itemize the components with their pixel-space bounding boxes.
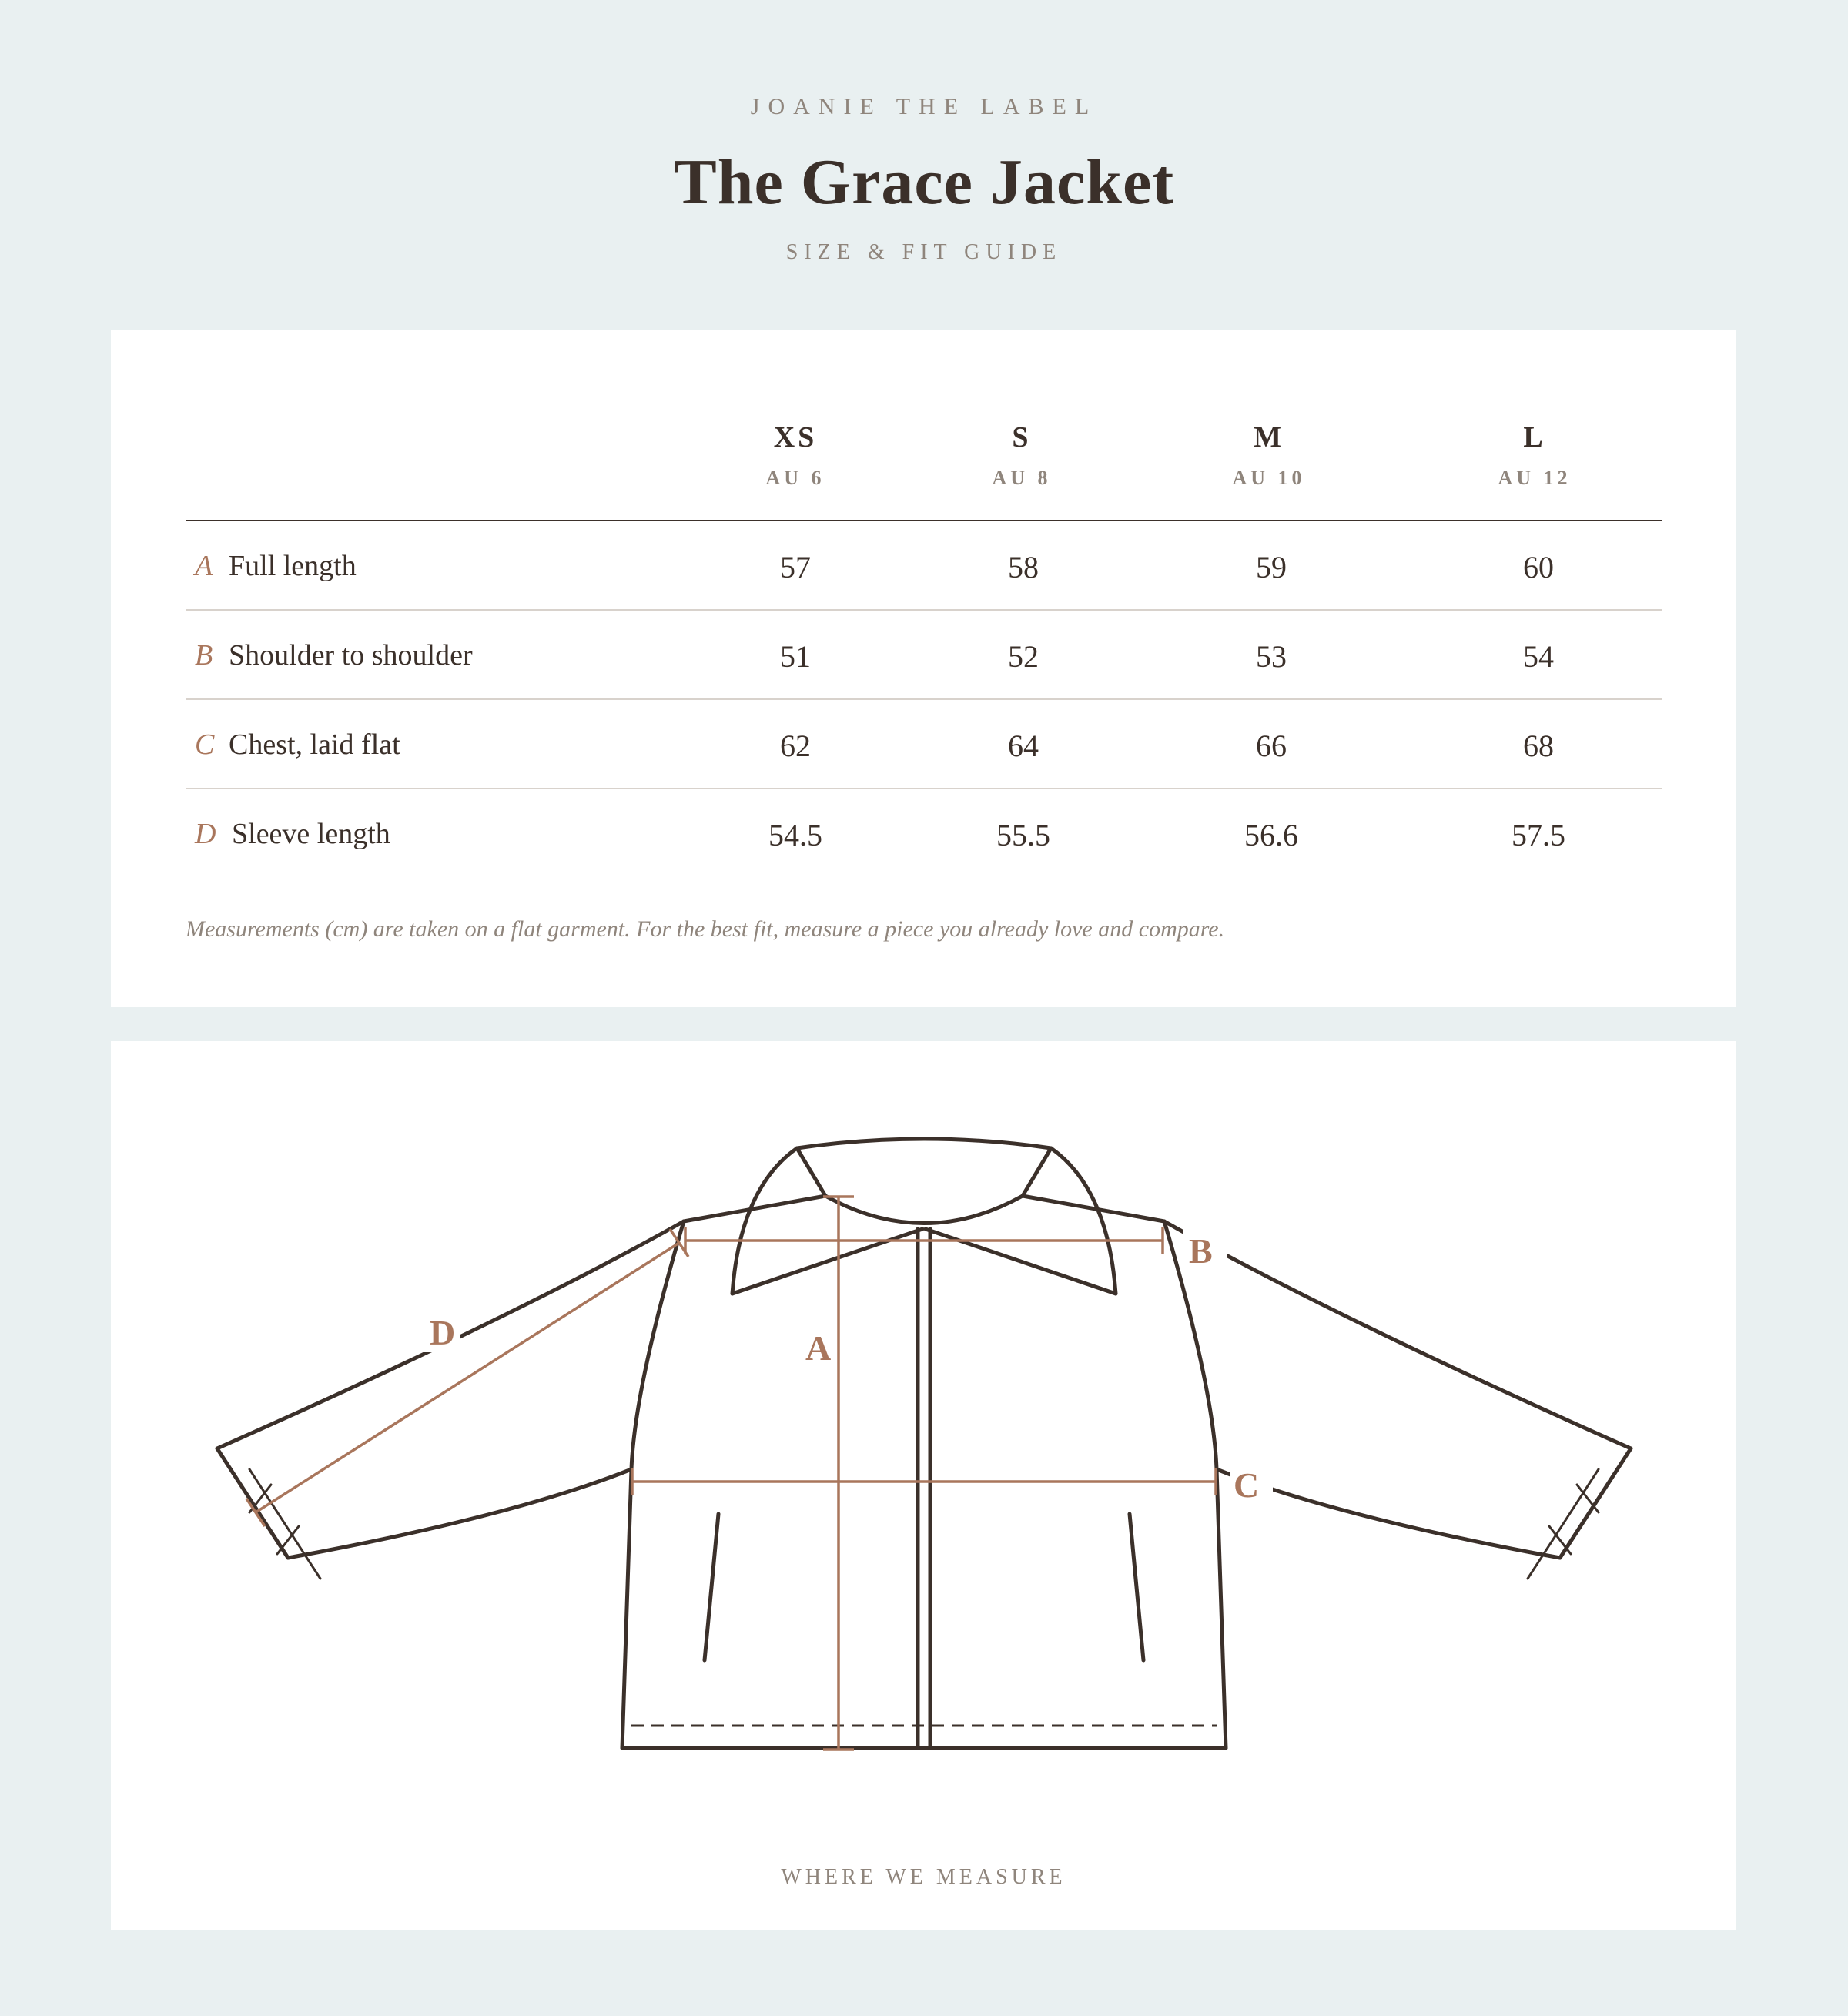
size-header-l: [1435, 420, 1635, 490]
label-b: B: [1189, 1231, 1213, 1271]
table-cell: 58: [1008, 550, 1039, 584]
table-cell: 66: [1256, 728, 1287, 763]
size-code: L: [1523, 421, 1546, 454]
jacket-outline: [217, 1139, 1631, 1748]
label-a: A: [805, 1328, 832, 1368]
table-cell: 54.5: [768, 818, 822, 852]
table-row: [186, 789, 1662, 879]
size-header-xs: [695, 420, 896, 490]
table-cell: 60: [1523, 550, 1554, 584]
label-d: D: [430, 1313, 456, 1352]
table-cell: 68: [1523, 728, 1554, 763]
size-code: M: [1254, 421, 1284, 454]
measurement-note: Measurements (cm) are taken on a flat garment. For the best fit, measure a piece you already love and compare.: [186, 916, 1225, 942]
size-code: XS: [773, 421, 818, 454]
size-au: AU 6: [765, 467, 825, 489]
table-row: [186, 521, 1662, 611]
table-row: [186, 611, 1662, 700]
size-header-m: [1169, 420, 1369, 490]
table-cell: 59: [1256, 550, 1287, 584]
table-cell: 56.6: [1244, 818, 1298, 852]
measurement-diagram-card: [111, 1041, 1736, 1930]
row-label: Shoulder to shoulder: [229, 639, 473, 671]
table-cell: 57: [780, 550, 811, 584]
jacket-diagram: [111, 1041, 1736, 1930]
size-code: S: [1012, 421, 1032, 454]
measurement-letters: [417, 1226, 1273, 1506]
measure-line-d: [256, 1243, 679, 1512]
row-letter: D: [195, 818, 216, 850]
label-c: C: [1234, 1465, 1260, 1505]
table-cell: 53: [1256, 639, 1287, 674]
row-letter: C: [195, 728, 215, 761]
row-letter: B: [195, 639, 213, 671]
size-au: AU 12: [1498, 467, 1572, 489]
row-label: Chest, laid flat: [229, 728, 400, 761]
row-label: Sleeve length: [232, 818, 390, 850]
page-title: The Grace Jacket: [673, 146, 1175, 218]
table-cell: 62: [780, 728, 811, 763]
size-header-s: [922, 420, 1122, 490]
table-cell: 55.5: [996, 818, 1050, 852]
page-subtitle: SIZE & FIT GUIDE: [785, 240, 1063, 264]
table-cell: 51: [780, 639, 811, 674]
table-cell: 52: [1008, 639, 1039, 674]
diagram-caption: WHERE WE MEASURE: [781, 1865, 1066, 1889]
table-cell: 64: [1008, 728, 1039, 763]
size-au: AU 8: [992, 467, 1052, 489]
brand-name: JOANIE THE LABEL: [750, 94, 1098, 119]
table-cell: 57.5: [1512, 818, 1565, 852]
row-letter: A: [195, 550, 213, 582]
table-row: [186, 700, 1662, 789]
size-table-card: [111, 330, 1736, 1007]
row-label: Full length: [229, 550, 357, 582]
table-cell: 54: [1523, 639, 1554, 674]
size-au: AU 10: [1232, 467, 1306, 489]
